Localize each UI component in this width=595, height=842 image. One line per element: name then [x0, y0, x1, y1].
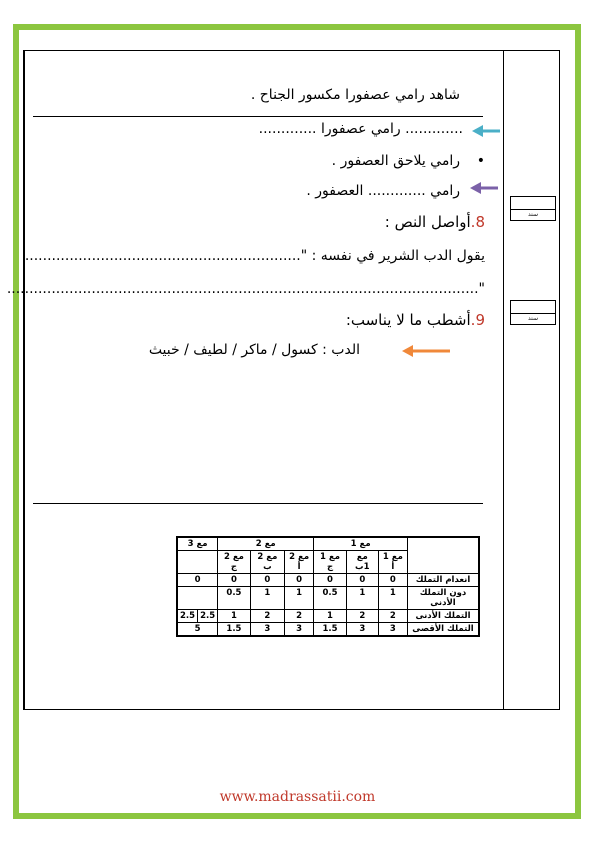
- cell: [177, 587, 218, 610]
- row-label: انعدام التملك: [408, 574, 480, 587]
- sub-header-empty: [177, 551, 218, 574]
- question-8-text: أواصل النص :: [384, 213, 471, 231]
- question-9-number: 9.: [470, 311, 485, 329]
- score-box-1: [510, 196, 556, 221]
- table-row: [177, 610, 479, 623]
- cell: 0.5: [314, 587, 347, 610]
- table-corner: [408, 537, 480, 574]
- cell: 2: [250, 610, 284, 623]
- separator-1: [33, 116, 483, 117]
- orange-arrow-icon: [402, 344, 452, 358]
- teal-arrow-icon: [472, 124, 502, 138]
- question-8-number: 8.: [470, 213, 485, 231]
- cell: 5: [177, 623, 218, 637]
- cell: 2.5: [177, 610, 198, 623]
- row-label: التملك الأدنى: [408, 610, 480, 623]
- line-4: رامي ............. العصفور .: [306, 183, 460, 199]
- cell: 3: [250, 623, 284, 637]
- question-9-text: أشطب ما لا يناسب:: [345, 311, 471, 329]
- margin-column-rule: [503, 50, 504, 710]
- cell: 1: [285, 587, 314, 610]
- cell: 0: [285, 574, 314, 587]
- cell: 2.5: [198, 610, 218, 623]
- cell: 0: [346, 574, 378, 587]
- cell: 2: [378, 610, 407, 623]
- sub-header: مع 2 ج: [218, 551, 251, 574]
- bullet: •: [476, 153, 485, 169]
- cell: 3: [346, 623, 378, 637]
- group-header: مع 2: [218, 537, 314, 551]
- separator-2: [33, 503, 483, 504]
- cell: 3: [378, 623, 407, 637]
- question-9: [346, 311, 485, 329]
- cell: 0: [378, 574, 407, 587]
- cell: 1.5: [218, 623, 251, 637]
- sub-header: مع 1ب: [346, 551, 378, 574]
- table-row: [177, 623, 479, 637]
- cell: 0.5: [218, 587, 251, 610]
- row-label: دون التملك الأدنى: [408, 587, 480, 610]
- cell: 2: [285, 610, 314, 623]
- cell: 3: [285, 623, 314, 637]
- q8-dots-line: "..........................................................................................................: [6, 281, 485, 297]
- cell: 1: [250, 587, 284, 610]
- cell: 1: [218, 610, 251, 623]
- cell: 1: [378, 587, 407, 610]
- line-1: شاهد رامي عصفورا مكسور الجناح .: [250, 87, 460, 103]
- q8-answer-line: يقول الدب الشرير في نفسه : "..............................................................: [24, 248, 485, 264]
- cell: 0: [218, 574, 251, 587]
- group-header: مع 1: [314, 537, 408, 551]
- sub-header: مع 2 أ: [285, 551, 314, 574]
- purple-arrow-icon: [470, 181, 500, 195]
- footer-url[interactable]: www.madrassatii.com: [219, 789, 376, 805]
- cell: 1: [314, 610, 347, 623]
- row-label: التملك الأقصى: [408, 623, 480, 637]
- score-box-label: سند: [511, 209, 555, 220]
- grading-table: [176, 536, 480, 637]
- left-rule: [23, 50, 25, 710]
- cell: 0: [314, 574, 347, 587]
- cell: 0: [177, 574, 218, 587]
- line-3: رامي يلاحق العصفور .: [331, 153, 460, 169]
- group-header: مع 3: [177, 537, 218, 551]
- line-2: ............. رامي عصفورا .............: [258, 121, 463, 137]
- cell: 1.5: [314, 623, 347, 637]
- sub-header: مع 2 ب: [250, 551, 284, 574]
- cell: 2: [346, 610, 378, 623]
- score-box-2: [510, 300, 556, 325]
- score-box-label: سند: [511, 313, 555, 324]
- cell: 0: [250, 574, 284, 587]
- sub-header: مع 1 ج: [314, 551, 347, 574]
- sub-header: مع 1 أ: [378, 551, 407, 574]
- table-row: [177, 574, 479, 587]
- question-8: [385, 213, 485, 231]
- cell: 1: [346, 587, 378, 610]
- table-row: [177, 587, 479, 610]
- q9-options: الدب : كسول / ماكر / لطيف / خبيث: [148, 342, 360, 358]
